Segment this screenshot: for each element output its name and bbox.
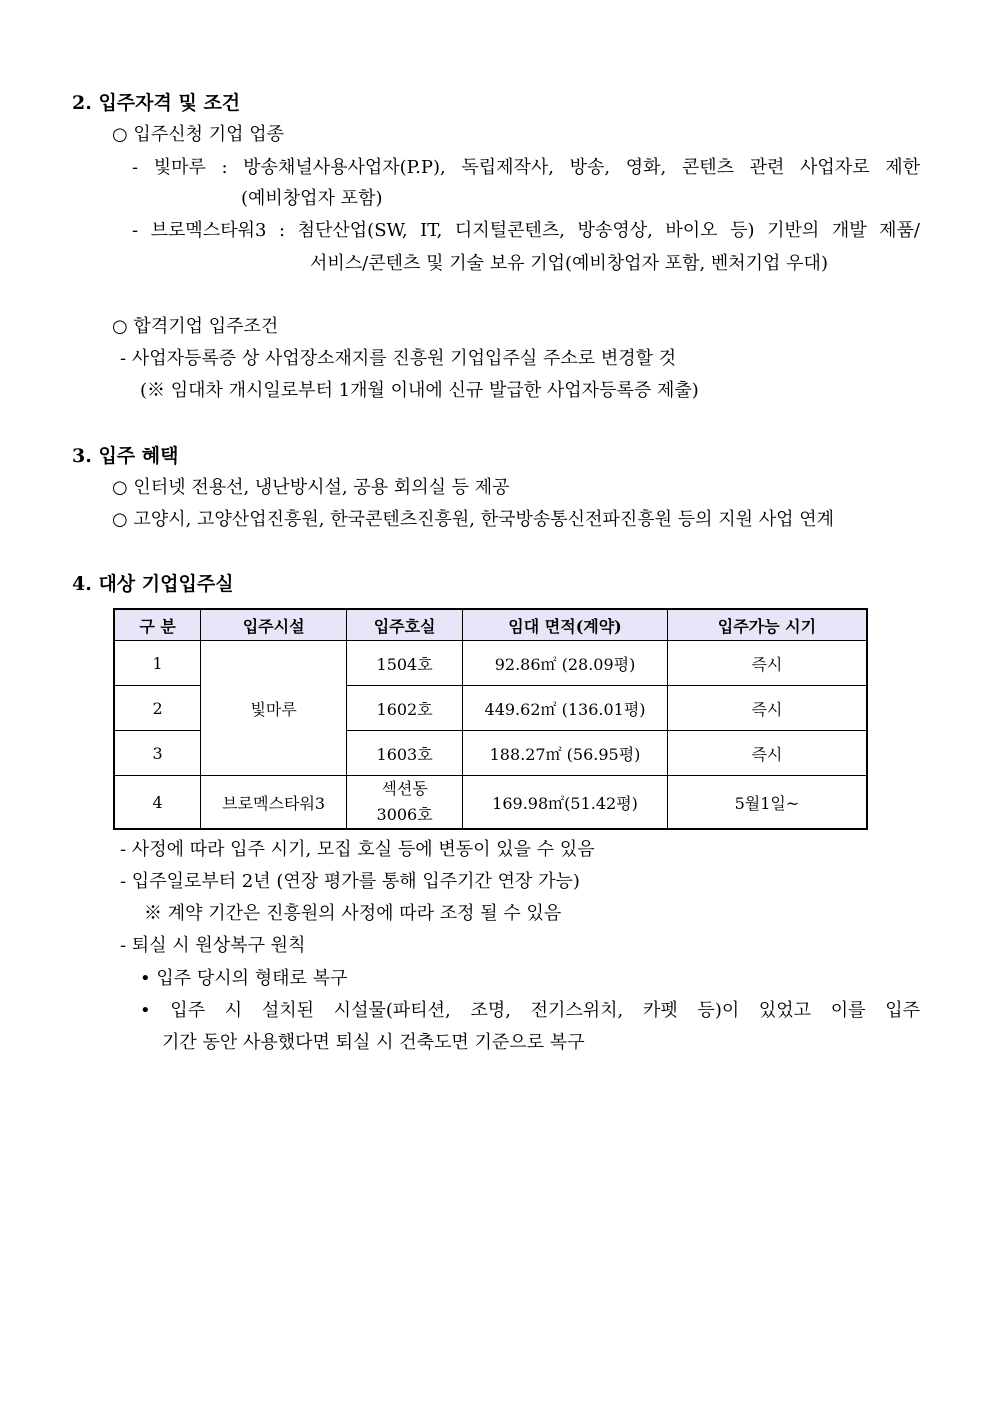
note-3: ※ 계약 기간은 진흥원의 사정에 따라 조정 될 수 있음 (144, 903, 562, 924)
bullet-2-line2: 기간 동안 사용했다면 퇴실 시 건축도면 기준으로 복구 (162, 1032, 585, 1053)
header-room: 입주호실 (346, 609, 462, 641)
cell-no: 1 (114, 641, 201, 686)
table-header-row (114, 609, 867, 641)
table-row (114, 776, 867, 830)
cell-area: 169.98㎡(51.42평) (463, 776, 668, 830)
cell-facility: 브로멕스타워3 (201, 776, 347, 830)
cell-date: 즉시 (667, 731, 867, 776)
note-1: - 사정에 따라 입주 시기, 모집 호실 등에 변동이 있을 수 있음 (120, 839, 595, 860)
header-no: 구 분 (114, 609, 201, 641)
rooms-table (113, 608, 868, 830)
section2-sub1-item2-line1: - 브로멕스타워3 : 첨단산업(SW, IT, 디지털콘텐츠, 방송영상, 바이오 등) 기반의 개발 제품/ (132, 220, 920, 241)
header-date: 입주가능 시기 (667, 609, 867, 641)
cell-room-line1: 섹션동 (381, 779, 428, 798)
bullet-2-line1: • 입주 시 설치된 시설물(파티션, 조명, 전기스위치, 카펫 등)이 있었고 이를 입주 (140, 1000, 920, 1021)
section4-title: 4. 대상 기업입주실 (72, 573, 234, 595)
section2-title: 2. 입주자격 및 조건 (72, 92, 241, 114)
header-facility: 입주시설 (201, 609, 347, 641)
cell-area: 449.62㎡ (136.01평) (463, 686, 668, 731)
cell-room: 1602호 (346, 686, 462, 731)
note-2: - 입주일로부터 2년 (연장 평가를 통해 입주기간 연장 가능) (120, 871, 580, 892)
bullet-1: • 입주 당시의 형태로 복구 (140, 968, 348, 989)
cell-room: 1603호 (346, 731, 462, 776)
note-4: - 퇴실 시 원상복구 원칙 (120, 935, 306, 956)
table-row (114, 641, 867, 686)
section3-title: 3. 입주 혜택 (72, 445, 179, 467)
cell-room-line2: 3006호 (376, 805, 433, 824)
cell-no: 4 (114, 776, 201, 830)
section3-item2: ○ 고양시, 고양산업진흥원, 한국콘텐츠진흥원, 한국방송통신전파진흥원 등의 지원 사업 연계 (112, 509, 834, 530)
cell-no: 3 (114, 731, 201, 776)
cell-room (346, 776, 462, 830)
section2-sub2-item2: (※ 임대차 개시일로부터 1개월 이내에 신규 발급한 사업자등록증 제출) (140, 380, 699, 401)
header-area: 임대 면적(계약) (463, 609, 668, 641)
cell-facility: 빛마루 (201, 641, 347, 776)
cell-date: 5월1일~ (667, 776, 867, 830)
cell-room: 1504호 (346, 641, 462, 686)
cell-area: 188.27㎡ (56.95평) (463, 731, 668, 776)
section3-item1: ○ 인터넷 전용선, 냉난방시설, 공용 회의실 등 제공 (112, 477, 510, 498)
section2-sub1-item2-line2: 서비스/콘텐츠 및 기술 보유 기업(예비창업자 포함, 벤처기업 우대) (310, 253, 828, 274)
cell-date: 즉시 (667, 686, 867, 731)
section2-sub2-item1: - 사업자등록증 상 사업장소재지를 진흥원 기업입주실 주소로 변경할 것 (120, 348, 677, 369)
cell-date: 즉시 (667, 641, 867, 686)
section2-sub2-title: ○ 합격기업 입주조건 (112, 316, 279, 337)
cell-no: 2 (114, 686, 201, 731)
section2-sub1-title: ○ 입주신청 기업 업종 (112, 124, 284, 145)
section2-sub1-item1-line2: (예비창업자 포함) (241, 188, 383, 209)
cell-area: 92.86㎡ (28.09평) (463, 641, 668, 686)
section2-sub1-item1-line1: - 빛마루 : 방송채널사용사업자(P.P), 독립제작사, 방송, 영화, 콘텐츠 관련 사업자로 제한 (132, 157, 920, 178)
